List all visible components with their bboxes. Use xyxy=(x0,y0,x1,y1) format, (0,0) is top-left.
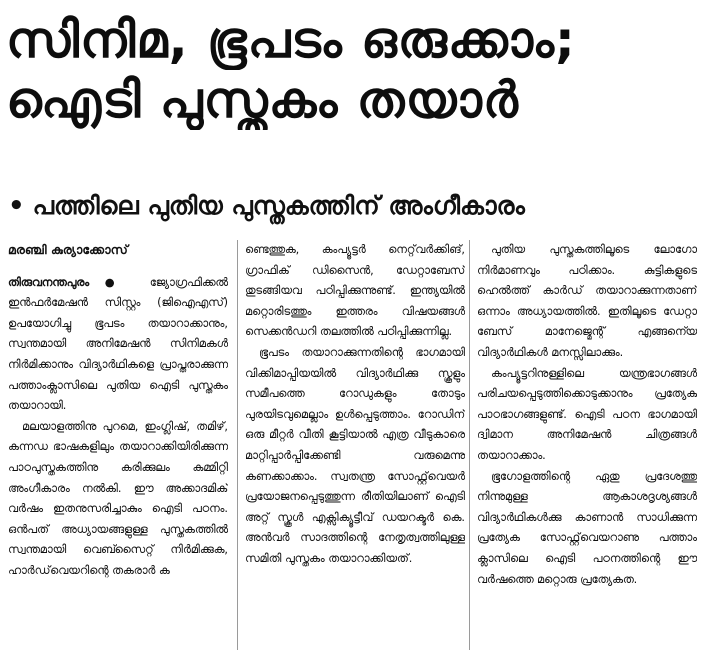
article-column-3 xyxy=(477,240,697,652)
paragraph: ഭൂപടം തയാറാക്കുന്നതിന്റെ ഭാഗമായി വിക്കിമാപ്പിയയിൽ വിദ്യാർഥിക്കു സ്കൂളും സമീപത്തെ റോഡുകളും തോടും പുരയിടവുമെല്ലാം ഉൾപ്പെടുത്താം. റോഡിന് ഒരു മീറ്റർ വീതി കൂട്ടിയാൽ എത്ര വീടുകാരെ മാറ്റിപ്പാർപ്പിക്കേണ്ടി വരുമെന്നു കണക്കാക്കാം. സ്വതന്ത്ര സോഫ്റ്റ്‌വെയർ പ്രയോജനപ്പെടുത്തുന്ന രീതിയിലാണ് ഐടി അറ്റ് സ്കൂൾ എക്സിക്യൂട്ടീവ് ഡയറക്ടർ കെ. അൻവർ സാദത്തിന്റെ നേതൃത്വത്തിലുള്ള സമിതി പുസ്തകം തയാറാക്കിയത്. xyxy=(245,345,465,565)
subheadline-text: പത്തിലെ പുതിയ പുസ്തകത്തിന് അംഗീകാരം xyxy=(32,191,525,220)
byline: മരഞ്ചി കുര്യാക്കോസ് xyxy=(8,242,128,257)
paragraph: പുതിയ പുസ്തകത്തിലൂടെ ലോഗോ നിർമാണവും പഠിക്കാം. കുട്ടികളുടെ ഹെൽത്ത് കാർഡ് തയാറാക്കുന്നതാണ് ഒന്നാം അധ്യായത്തിൽ. ഇതിലൂടെ ഡേറ്റാ ബേസ് മാനേജ്മെന്റ് എങ്ങനെ്യ വിദ്യാർഥികൾ മനസ്സിലാക്കും. xyxy=(477,243,697,359)
article-column-2 xyxy=(245,240,465,652)
headline xyxy=(6,10,700,130)
paragraph xyxy=(8,273,228,417)
paragraph: ഭൂഗോളത്തിന്റെ ഏതു പ്രദേശത്തു നിന്നുമുള്ള ആകാശദൃശ്യങ്ങൾ വിദ്യാർഥികൾക്കു കാണാൻ സാധിക്കുന്ന പ്രത്യേക സോഫ്റ്റ്‌വെയറാണു പത്താം ക്ലാസിലെ ഐടി പഠനത്തിന്റെ ഈ വർഷത്തെ മറ്റൊരു പ്രത്യേകത. xyxy=(477,469,697,586)
subheadline-bullet: • xyxy=(8,191,25,221)
dateline: തിരുവനന്തപുരം● xyxy=(8,275,131,289)
paragraph: ണ്ടെത്തുക, കംപ്യൂട്ടർ നെറ്റ്‌വർക്കിങ്, ഗ്രാഫിക് ഡിസൈൻ, ഡേറ്റാബേസ് തുടങ്ങിയവ പഠിപ്പിക്കുന്നുണ്ട്. ഇന്ത്യയിൽ മറ്റൊരിടത്തും ഇത്തരം വിഷയങ്ങൾ സെക്കൻഡറി തലത്തിൽ പഠിപ്പിക്കുന്നില്ല. xyxy=(245,243,465,339)
subheadline xyxy=(8,186,698,226)
column-divider xyxy=(469,240,470,650)
column-divider xyxy=(237,240,238,650)
paragraph: കംപ്യൂട്ടറിനുള്ളിലെ യന്ത്രഭാഗങ്ങൾ പരിചയപ്പെടുത്തിക്കൊടുക്കാനും പ്രത്യേക പാഠഭാഗങ്ങളുണ്ട്. ഐടി പഠന ഭാഗമായി ദ്വിമാന അനിമേഷൻ ചിത്രങ്ങൾ തയാറാക്കാം. xyxy=(477,366,697,462)
paragraph-text: ജ്യോഗ്രഫിക്കൽ ഇൻഫർമേഷൻ സിസ്റ്റം (ജിഐഎസ്) ഉപയോഗിച്ചു ഭൂപടം തയാറാക്കാനും, സ്വന്തമായി അനിമേഷൻ സിനിമകൾ നിർമിക്കാനും വിദ്യാർഥികളെ പ്രാപ്തരാക്കുന്ന പത്താംക്ലാസിലെ പുതിയ ഐടി പുസ്തകം തയാറായി. xyxy=(8,275,228,413)
paragraph: മലയാളത്തിനു പുറമെ, ഇംഗ്ലിഷ്, തമിഴ്, കന്നഡ ഭാഷകളിലും തയാറാക്കിയിരിക്കുന്ന പാഠപുസ്തകത്തിനു കരിക്കുലം കമ്മിറ്റി അംഗീകാരം നൽകി. ഈ അക്കാദമിക് വർഷം ഇതനുസരിച്ചാകും ഐടി പഠനം. ഒൻപത് അധ്യായങ്ങളുള്ള പുസ്തകത്തിൽ സ്വന്തമായി വെബ്സൈറ്റ് നിർമിക്കുക, ഹാർഡ്‌വെയറിന്റെ തകരാർ ക xyxy=(8,419,228,577)
headline-line-2: ഐടി പുസ്തകം തയാർ xyxy=(6,71,519,129)
article-column-1 xyxy=(8,240,228,652)
headline-line-1: സിനിമ, ഭൂപടം ഒരുക്കാം; xyxy=(6,11,576,69)
